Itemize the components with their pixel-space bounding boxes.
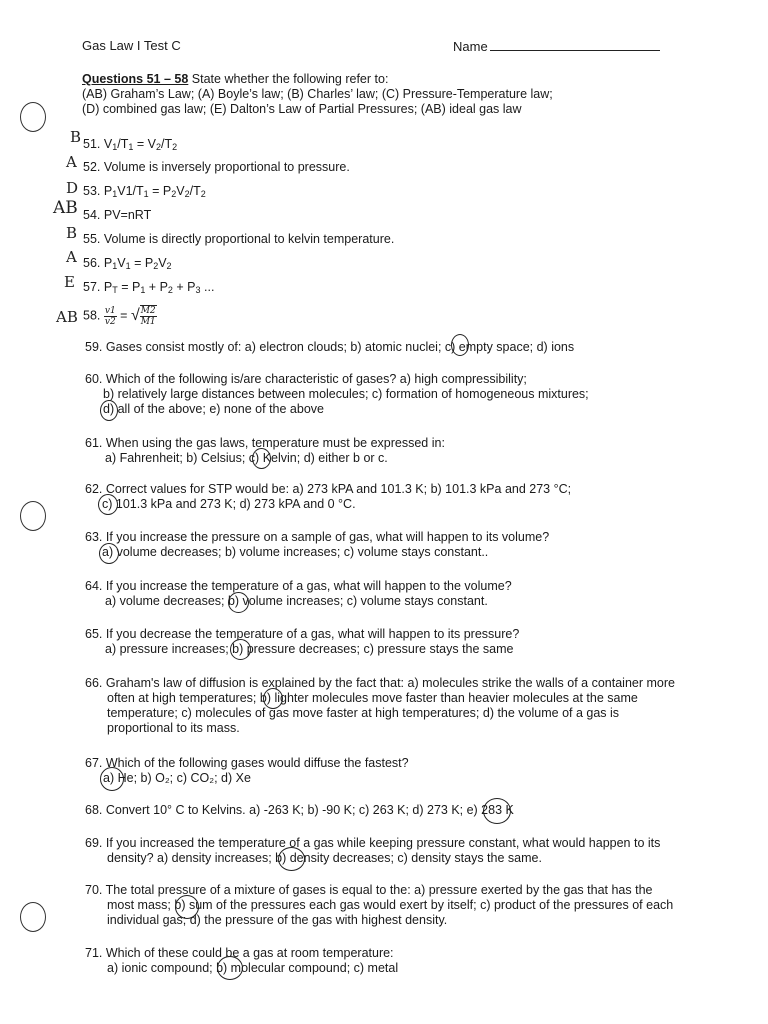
binder-hole-middle <box>20 501 46 531</box>
question-59: 59. Gases consist mostly of: a) electron clouds; b) atomic nuclei; c) empty space; d) ions <box>85 340 575 354</box>
question-55: 55. Volume is directly proportional to kelvin temperature. <box>83 232 395 246</box>
question-53: 53. $P_1V1/T_1 = P_2V_2/T_2$ <box>83 184 206 199</box>
answer-53: D <box>66 179 79 197</box>
question-65: 65. If you decrease the temperature of a gas, what will happen to its pressure? a) pressure increases; b) pressure decreases; c) pressure stays the same <box>85 627 520 656</box>
sqrt-icon: √ $\frac{M2}{M1}$ <box>130 306 156 327</box>
formula-51: $V_1/T_1 = V_2/T_2$ <box>103 137 178 152</box>
answer-circle-64 <box>228 592 249 613</box>
question-range: Questions 51 – 58 <box>82 72 189 86</box>
test-title: Gas Law I Test C <box>82 38 181 53</box>
formula-57: $P_T = P_1 + P_2 + P_3$ ... <box>103 280 215 295</box>
name-blank[interactable] <box>490 38 660 51</box>
question-63: 63. If you increase the pressure on a sample of gas, what will happen to its volume? a) volume decreases; b) volume increases; c) volume stays constant.. <box>85 530 550 559</box>
answer-51: B <box>70 128 82 146</box>
question-58: 58. $\frac{v1}{v2}$ = √ $\frac{M2}{M1}$ <box>83 305 156 327</box>
question-62: 62. Correct values for STP would be: a) 273 kPA and 101.3 K; b) 101.3 kPa and 273 °C; c) 101.3 kPa and 273 K; d) 273 kPA and 0 °C. <box>85 482 572 511</box>
answer-circle-63 <box>99 543 119 564</box>
question-54: 54. PV=nRT <box>83 208 152 222</box>
answer-circle-66 <box>263 688 283 709</box>
answer-55: B <box>66 224 78 242</box>
question-57: 57. $P_T = P_1 + P_2 + P_3$ ... <box>83 280 215 295</box>
answer-circle-61 <box>252 448 271 469</box>
name-label: Name <box>453 39 488 54</box>
question-68: 68. Convert 10° C to Kelvins. a) -263 K; b) -90 K; c) 263 K; d) 273 K; e) 283 K <box>85 803 514 817</box>
question-56: 56. $P_1V_1 = P_2V_2$ <box>83 256 172 271</box>
question-61: 61. When using the gas laws, temperature must be expressed in: a) Fahrenheit; b) Celsius; c) Kelvin; d) either b or c. <box>85 436 445 465</box>
answer-circle-60 <box>100 400 118 421</box>
question-70: 70. The total pressure of a mixture of gases is equal to the: a) pressure exerted by the gas that has the most mass; b) sum of the pressures each gas would exert by itself; c) product of the pressures of each individual gas; d) the pressure of the gas with highest density. <box>85 883 674 927</box>
question-71: 71. Which of these could be a gas at room temperature: a) ionic compound; b) molecular compound; c) metal <box>85 946 399 975</box>
answer-54: AB <box>53 198 78 218</box>
question-66: 66. Graham's law of diffusion is explained by the fact that: a) molecules strike the walls of a container more often at high temperatures; b) lighter molecules move faster than heavier molecules at the same temperature; c) molecules of gas move faster at high temperatures; d) the volume of a gas is proportional to its mass. <box>85 676 675 735</box>
answer-circle-62 <box>98 494 118 515</box>
answer-58: AB <box>56 308 78 326</box>
instructions: Questions 51 – 58 State whether the following refer to: (AB) Graham’s Law; (A) Boyle’s law; (B) Charles’ law; (C) Pressure-Temperature law; (D) combined gas law; (E) Dalton’s Law of Partial Pressures; (AB) ideal gas law <box>82 72 553 116</box>
formula-58-left: $\frac{v1}{v2}$ <box>104 305 116 327</box>
question-52: 52. Volume is inversely proportional to pressure. <box>83 160 350 174</box>
answer-circle-70 <box>175 895 199 919</box>
binder-hole-top <box>20 102 46 132</box>
answer-56: A <box>66 248 77 266</box>
binder-hole-bottom <box>20 902 46 932</box>
question-60: 60. Which of the following is/are characteristic of gases? a) high compressibility; b) relatively large distances between molecules; c) formation of homogeneous mixtures; d) all of the above; e) none of the above <box>85 372 589 416</box>
question-67: 67. Which of the following gases would diffuse the fastest? a) He; b) O₂; c) CO₂; d) Xe <box>85 756 409 785</box>
answer-circle-71 <box>217 956 243 980</box>
answer-circle-59 <box>451 334 469 356</box>
answer-circle-65 <box>230 639 251 660</box>
formula-56: $P_1V_1 = P_2V_2$ <box>103 256 172 271</box>
answer-52: A <box>66 153 77 171</box>
name-field[interactable] <box>453 38 660 54</box>
question-51: 51. $V_1/T_1 = V_2/T_2$ <box>83 137 178 152</box>
answer-57: E <box>64 273 75 291</box>
answer-circle-68 <box>483 798 511 824</box>
question-69: 69. If you increased the temperature of a gas while keeping pressure constant, what would happen to its density? a) density increases; b) density decreases; c) density stays the same. <box>85 836 661 865</box>
answer-circle-69 <box>278 847 305 871</box>
answer-circle-67 <box>100 767 124 791</box>
question-64: 64. If you increase the temperature of a gas, what will happen to the volume? a) volume decreases; b) volume increases; c) volume stays constant. <box>85 579 512 608</box>
formula-53: $P_1V1/T_1 = P_2V_2/T_2$ <box>103 184 206 199</box>
